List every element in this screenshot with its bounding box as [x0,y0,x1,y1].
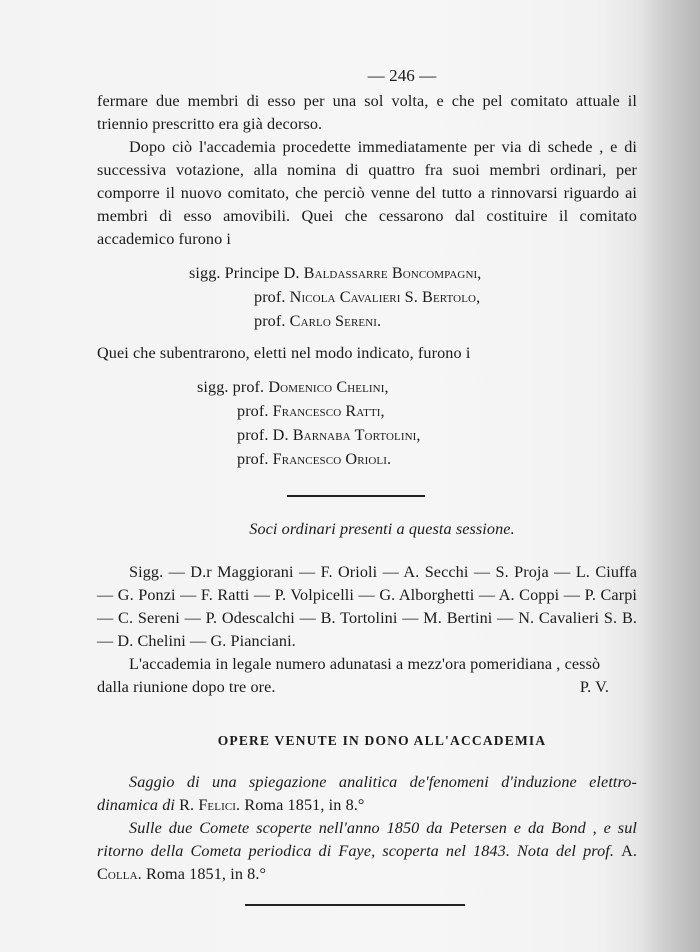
member-name: Carlo Sereni. [289,312,382,330]
member-name: Francesco Orioli. [272,450,392,468]
incoming-members-list [97,375,637,471]
work-details: Roma 1851, in 8.° [244,796,365,814]
donated-work-entry [97,771,637,817]
member-prefix: prof. [254,312,286,330]
member-prefix: prof. [237,402,269,420]
member-name: Nicola Cavalieri S. Bertolo, [289,288,481,306]
work-details: Roma 1851, in 8.° [145,865,267,883]
member-line [97,375,637,399]
donated-works-list [97,771,637,886]
donated-work-entry [97,817,637,886]
work-author: R. Felici. [179,796,241,814]
member-prefix: prof. D. [237,426,289,444]
member-prefix: sigg. Principe D. [189,264,300,282]
member-prefix: prof. [237,450,269,468]
paragraph-continuation: fermare due membri di esso per una sol volta, e che pel comitato attuale il triennio prescritto era già decorso. [97,92,637,133]
page-content [97,62,637,906]
book-gutter-shadow [640,0,700,952]
work-title: Saggio di una spiegazione analitica de'fenomeni d'induzione elettro-dinamica di [97,773,637,814]
work-title: Sulle due Comete scoperte nell'anno 1850 da Petersen e da Bond , e sul ritorno della Cometa periodica di Faye, scoperta nel 1843. Nota del prof. [97,819,637,860]
section-divider [245,904,465,906]
member-name: Barnaba Tortolini, [292,426,421,444]
closing-line-end: dalla riunione dopo tre ore. [97,678,276,696]
member-name: Francesco Ratti, [272,402,385,420]
attendance-list: Sigg. — D.r Maggiorani — F. Orioli — A. Secchi — S. Proja — L. Ciuffa — G. Ponzi — F. Ratti — P. Volpicelli — G. Alborghetti — A. Coppi — P. Carpi — C. Sereni — P. Odescalchi — B. Tortolini — M. Bertini — N. Cavalieri S. B. — D. Chelini — G. Pianciani. [97,563,637,650]
session-title: Soci ordinari presenti a questa sessione. [249,520,515,538]
member-name: Baldassarre Boncompagni, [303,264,482,282]
member-line [97,261,637,285]
incoming-intro: Quei che subentrarono, eletti nel modo indicato, furono i [97,344,471,362]
page-number: — 246 — [367,66,437,85]
section-divider [287,495,425,497]
member-line [97,399,637,423]
member-name: Domenico Chelini, [268,378,389,396]
member-line [97,423,637,447]
member-prefix: prof. [254,288,286,306]
section-heading: OPERE VENUTE IN DONO ALL'ACCADEMIA [217,733,547,748]
closing-line: L'accademia in legale numero adunatasi a mezz'ora pomeridiana , cessò [129,655,601,673]
closing-signature-line [97,676,637,699]
paragraph-election: Dopo ciò l'accademia procedette immediatamente per via di schede , e di successiva votazione, alla nomina di quattro fra suoi membri ordinari, per comporre il nuovo comitato, che perciò venne del tutto a rinnovarsi riguardo ai membri di esso amovibili. Quei che cessarono dal costituire il comitato accademico furono i [97,138,637,248]
member-line [97,447,637,471]
member-prefix: sigg. prof. [197,378,265,396]
member-line [97,309,637,333]
outgoing-members-list [97,261,637,333]
member-line [97,285,637,309]
work-author: A. Colla. [97,842,638,883]
signature: P. V. [579,678,609,696]
